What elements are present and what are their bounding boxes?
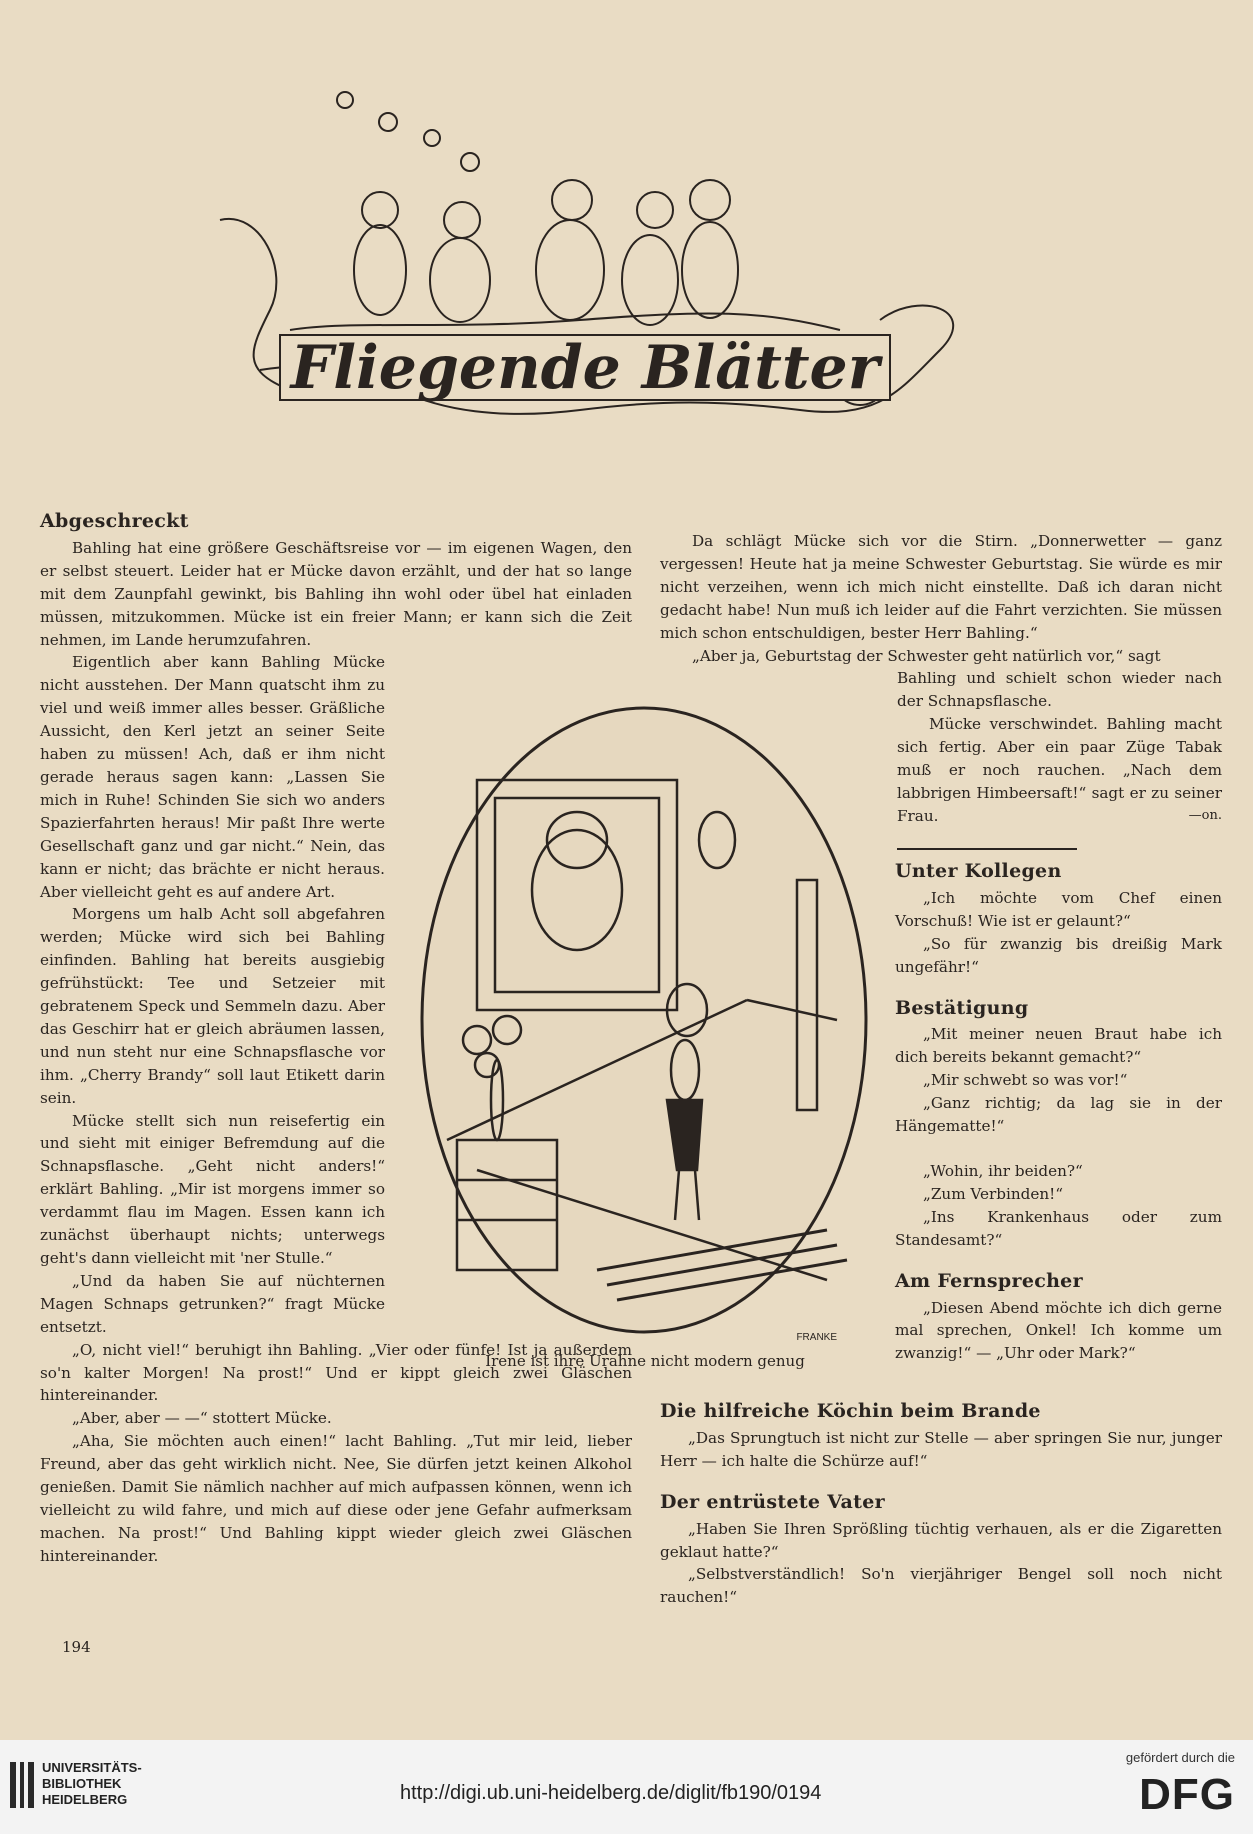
page-number: 194 xyxy=(62,1638,91,1656)
dfg-logo: DFG xyxy=(1139,1770,1235,1819)
joke-line: „Mir schwebt so was vor!“ xyxy=(923,1071,1128,1090)
joke-line: „Zum Verbinden!“ xyxy=(923,1184,1063,1203)
section-divider xyxy=(897,848,1077,850)
jokes-column xyxy=(895,860,1222,1365)
joke-heading: Unter Kollegen xyxy=(895,860,1062,882)
illustration-artist-signature: FRANKE xyxy=(796,1332,837,1343)
bottom-jokes-column xyxy=(660,1400,1222,1609)
article-signature: —on. xyxy=(1188,807,1222,823)
article-paragraph: „Aber ja, Geburtstag der Schwester geht natürlich vor,“ sagt xyxy=(692,646,1161,665)
article-paragraph: Bahling hat eine größere Geschäftsreise vor — im eigenen Wagen, den er selbst steuert. Leider hat er Mücke davon erzählt, und der hat so lange mit dem Zaunpfahl gewinkt, bis Bahling ihn wohl oder übel hat einladen müssen, mitzukommen. Mücke ist ein freier Mann; er kann sich die Zeit nehmen, im Lande herumzufahren. xyxy=(40,538,632,649)
article-right-narrow xyxy=(897,667,1222,849)
joke-line: „Diesen Abend möchte ich dich gerne mal sprechen, Onkel! Ich komme um zwanzig!“ — „Uhr oder Mark?“ xyxy=(895,1298,1222,1363)
article-paragraph: Da schlägt Mücke sich vor die Stirn. „Donnerwetter — ganz vergessen! Heute hat ja meine Schwester Geburtstag. Sie würde es mir nicht verzeihen, wenn ich mich nicht einstellte. Daß ich daran nicht gedacht habe! Nun muß ich leider auf die Fahrt verzichten. Sie müssen mich schon entschuldigen, bester Herr Bahling.“ xyxy=(660,532,1222,642)
joke-line: „Ganz richtig; da lag sie in der Hängematte!“ xyxy=(895,1094,1222,1136)
joke-heading: Der entrüstete Vater xyxy=(660,1490,885,1513)
joke-line: „Mit meiner neuen Braut habe ich dich bereits bekannt gemacht?“ xyxy=(895,1025,1222,1067)
joke-heading: Bestätigung xyxy=(895,996,1029,1019)
cartoon-illustration xyxy=(417,700,872,1370)
illustration-caption: Irene ist ihre Urahne nicht modern genug xyxy=(485,1352,805,1370)
article-paragraph: „Und da haben Sie auf nüchternen Magen Schnaps getrunken?“ fragt Mücke entsetzt. xyxy=(40,1271,385,1336)
joke-line: „Ich möchte vom Chef einen Vorschuß! Wie ist er gelaunt?“ xyxy=(895,888,1222,930)
footer-bar xyxy=(0,1740,1253,1834)
masthead-drawing xyxy=(200,70,960,450)
funding-label: gefördert durch die xyxy=(1125,1750,1235,1765)
article-paragraph: „Aha, Sie möchten auch einen!“ lacht Bahling. „Tut mir leid, lieber Freund, aber das geht wirklich nicht. Nee, Sie dürfen jetzt keinen Alkohol genießen. Damit Sie nämlich nachher auf mich aufpassen können, wenn ich vielleicht zu wild fahre, und mich auf diese oder jene Gefahr aufmerksam machen. Na prost!“ Und Bahling kippt wieder gleich zwei Gläschen hintereinander. xyxy=(40,1432,632,1565)
article-narrow-column xyxy=(40,651,385,1338)
masthead-illustration xyxy=(200,70,960,450)
masthead-title: Fliegende Blätter xyxy=(290,333,880,403)
joke-line: „So für zwanzig bis dreißig Mark ungefähr!“ xyxy=(895,934,1222,976)
joke-heading: Am Fernsprecher xyxy=(895,1269,1083,1292)
joke-line: „Wohin, ihr beiden?“ xyxy=(923,1161,1083,1180)
article-paragraph: Bahling und schielt schon wieder nach der Schnapsflasche. xyxy=(897,669,1222,711)
library-logo-icon xyxy=(10,1762,34,1808)
article-paragraph: Mücke verschwindet. Bahling macht sich fertig. Aber ein paar Züge Tabak muß er noch rauchen. „Nach dem labbrigen Himbeersaft!“ sagt er zu seiner Frau. —on. xyxy=(897,713,1222,828)
joke-line: „Ins Krankenhaus oder zum Standesamt?“ xyxy=(895,1207,1222,1249)
article-paragraph: Eigentlich aber kann Bahling Mücke nicht ausstehen. Der Mann quatscht ihm zu viel und weiß immer alles besser. Gräßliche Aussicht, den Kerl jetzt an seiner Seite haben zu müssen! Ach, daß er ihm nicht gerade heraus sagen kann: „Lassen Sie mich in Ruhe! Schinden Sie sich wo anders Spazierfahrten heraus! Mir paßt Ihre werte Gesellschaft ganz und gar nicht.“ Nein, das kann er nicht; das brächte er nicht heraus. Aber vielleicht geht es auf andere Art. xyxy=(40,653,385,901)
joke-line: „Haben Sie Ihren Sprößling tüchtig verhauen, als er die Zigaretten geklaut hatte?“ xyxy=(660,1519,1222,1561)
article-paragraph: Mücke stellt sich nun reisefertig ein und sieht mit einiger Befremdung auf die Schnapsflasche. „Geht nicht anders!“ erklärt Bahling. „Mir ist morgens immer so verdammt flau im Magen. Essen kann ich zunächst überhaupt nichts; unterwegs geht's dann vielleicht mit 'ner Stulle.“ xyxy=(40,1111,385,1267)
joke-heading: Die hilfreiche Köchin beim Brande xyxy=(660,1400,1041,1422)
article-paragraph: „Aber, aber — —“ stottert Mücke. xyxy=(72,1409,332,1428)
article-paragraph: Morgens um halb Acht soll abgefahren werden; Mücke wird sich bei Bahling einfinden. Bahling hat bereits ausgiebig gefrühstückt: Tee und Setzeier mit gebratenem Speck und Semmeln dazu. Aber das Geschirr hat er gleich abräumen lassen, und nun steht nur eine Schnapsflasche vor ihm. „Cherry Brandy“ soll laut Etikett darin sein. xyxy=(40,905,385,1107)
cartoon-drawing xyxy=(417,700,872,1370)
article-heading: Abgeschreckt xyxy=(40,510,189,532)
library-label: UNIVERSITÄTS- BIBLIOTHEK HEIDELBERG xyxy=(42,1760,142,1807)
joke-line: „Das Sprungtuch ist nicht zur Stelle — aber springen Sie nur, junger Herr — ich halte die Schürze auf!“ xyxy=(660,1428,1222,1470)
article-paragraph: „O, nicht viel!“ beruhigt ihn Bahling. „Vier oder fünfe! Ist ja außerdem so'n kalter Morgen! Na prost!“ Und er kippt gleich zwei Gläschen hintereinander. xyxy=(40,1340,632,1405)
document-url-link[interactable]: http://digi.ub.uni-heidelberg.de/diglit/fb190/0194 xyxy=(400,1782,822,1804)
joke-line: „Selbstverständlich! So'n vierjähriger Bengel soll noch nicht rauchen!“ xyxy=(660,1565,1222,1607)
